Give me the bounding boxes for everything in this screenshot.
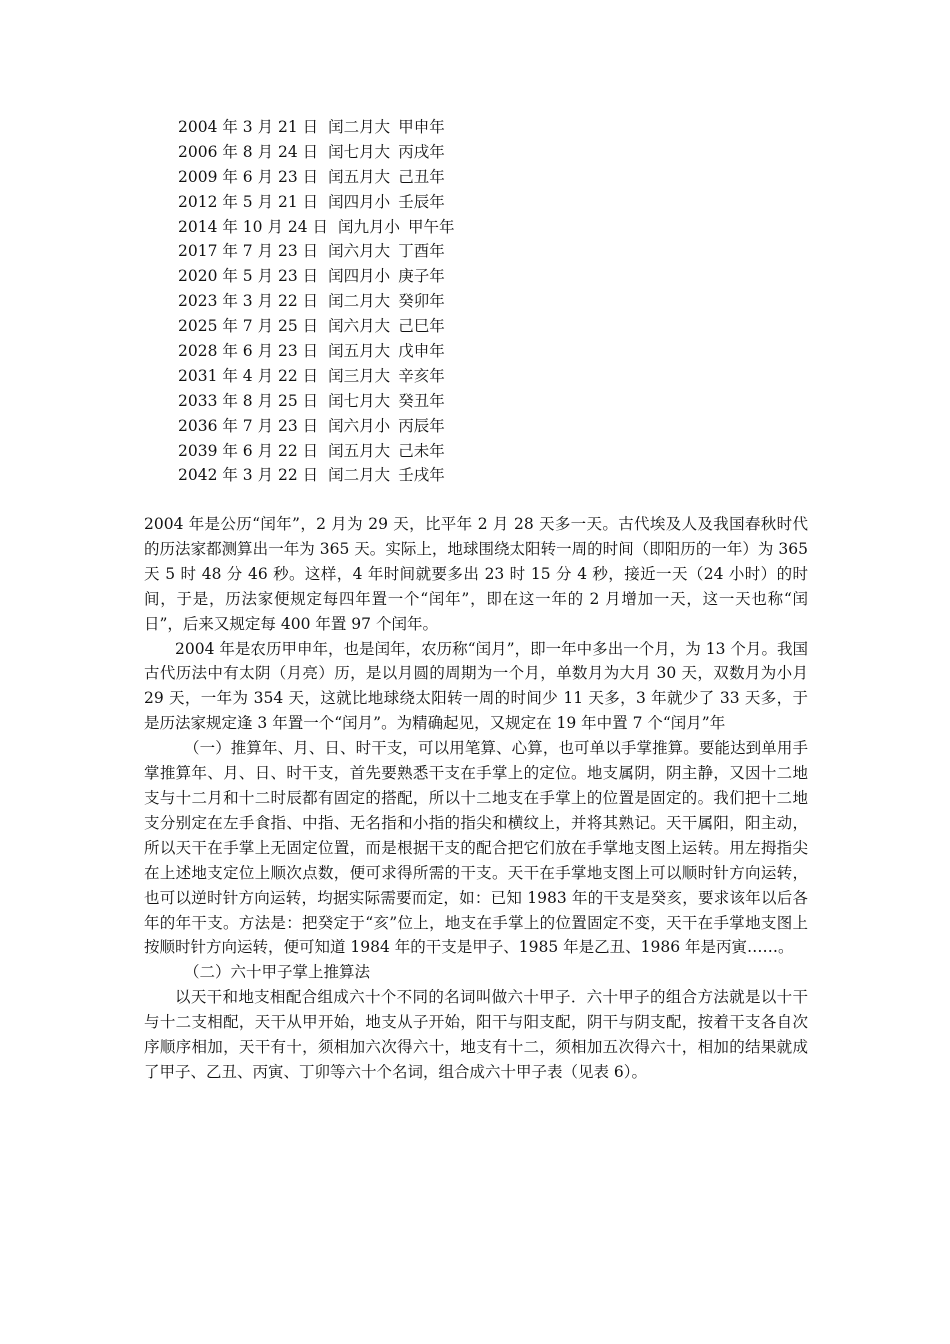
leap-date: 2020 年 5 月 23 日 (178, 267, 319, 286)
body-text (144, 512, 808, 1085)
leap-month: 闰二月大 (328, 118, 391, 136)
leap-month: 闰四月小 (328, 267, 391, 286)
section-heading-sixty-jiazi: （二）六十甲子掌上推算法 (184, 963, 371, 982)
paragraph-lunar-leap-month: 2004 年是农历甲申年，也是闰年，农历称“闰月”，即一年中多出一个月，为 13 个月。我国古代历法中有太阴（月亮）历，是以月圆的周期为一个月，单数月为大月 30 天，双数月为小月 29 天，一年为 354 天，这就比地球绕太阳转一周的时间少 11 天多，3 年就少了 33 天多，于是历法家规定逢 3 年置一个“闰月”。为精确起见，又规定在 19 年中置 7 个“闰月”年 (144, 639, 808, 733)
leap-month: 闰二月大 (328, 292, 391, 311)
leap-month: 闰二月大 (328, 466, 391, 485)
leap-date: 2033 年 8 月 25 日 (178, 391, 319, 410)
leap-date: 2025 年 7 月 25 日 (178, 317, 319, 336)
leap-month: 闰九月小 (338, 217, 401, 236)
leap-month-row (178, 463, 455, 488)
ganzhi-year: 己丑年 (398, 167, 445, 186)
leap-date: 2004 年 3 月 21 日 (178, 118, 319, 136)
ganzhi-year: 丙辰年 (398, 416, 445, 435)
ganzhi-year: 丁酉年 (398, 242, 445, 261)
leap-month-row (178, 190, 455, 215)
ganzhi-year: 丙戌年 (398, 142, 445, 161)
ganzhi-year: 甲午年 (408, 217, 455, 236)
leap-date: 2017 年 7 月 23 日 (178, 242, 319, 261)
leap-month-row (178, 264, 455, 289)
leap-month-row (178, 414, 455, 439)
leap-month: 闰三月大 (328, 366, 391, 385)
leap-month-row (178, 165, 455, 190)
paragraph-gregorian-leap-year: 2004 年是公历“闰年”，2 月为 29 天，比平年 2 月 28 天多一天。古代埃及人及我国春秋时代的历法家都测算出一年为 365 天。实际上，地球围绕太阳转一周的时间（即阳历的一年）为 365 天 5 时 48 分 46 秒。这样，4 年时间就要多出 23 时 15 分 4 秒，接近一天（24 小时）的时间，于是，历法家便规定每四年置一个“闰年”，即在这一年的 2 月增加一天，这一天也称“闰日”，后来又规定每 400 年置 97 个闰年。 (144, 515, 808, 633)
leap-month: 闰四月小 (328, 192, 391, 211)
leap-date: 2036 年 7 月 23 日 (178, 416, 319, 435)
leap-date: 2039 年 6 月 22 日 (178, 441, 319, 460)
leap-month-row (178, 289, 455, 314)
ganzhi-year: 壬戌年 (398, 466, 445, 485)
ganzhi-year: 庚子年 (398, 267, 445, 286)
leap-month-list (178, 115, 455, 488)
leap-date: 2023 年 3 月 22 日 (178, 292, 319, 311)
leap-date: 2009 年 6 月 23 日 (178, 167, 319, 186)
leap-month: 闰六月大 (328, 242, 391, 261)
leap-month: 闰六月大 (328, 317, 391, 336)
leap-month-row (178, 115, 455, 140)
ganzhi-year: 癸卯年 (398, 292, 445, 311)
ganzhi-year: 己巳年 (398, 317, 445, 336)
leap-date: 2012 年 5 月 21 日 (178, 192, 319, 211)
ganzhi-year: 甲申年 (398, 118, 445, 136)
leap-month-row (178, 389, 455, 414)
leap-date: 2014 年 10 月 24 日 (178, 217, 329, 236)
leap-month-row (178, 439, 455, 464)
leap-month-row (178, 339, 455, 364)
ganzhi-year: 己未年 (398, 441, 445, 460)
leap-month: 闰六月小 (328, 416, 391, 435)
leap-month: 闰五月大 (328, 342, 391, 361)
leap-month-row (178, 314, 455, 339)
paragraph-sixty-jiazi: 以天干和地支相配合组成六十个不同的名词叫做六十甲子．六十甲子的组合方法就是以十干与十二支相配，天干从甲开始，地支从子开始，阳干与阳支配，阴干与阴支配，按着干支各自次序顺序相加，天干有十，须相加六次得六十，地支有十二，须相加五次得六十，相加的结果就成了甲子、乙丑、丙寅、丁卯等六十个名词，组合成六十甲子表（见表 6）。 (144, 988, 808, 1081)
leap-month: 闰七月大 (328, 142, 391, 161)
leap-date: 2028 年 6 月 23 日 (178, 342, 319, 361)
ganzhi-year: 辛亥年 (398, 366, 445, 385)
ganzhi-year: 癸丑年 (398, 391, 445, 410)
ganzhi-year: 戊申年 (398, 342, 445, 361)
leap-month-row (178, 239, 455, 264)
leap-month-row (178, 140, 455, 165)
leap-month-row (178, 364, 455, 389)
leap-month-row (178, 215, 455, 240)
leap-month: 闰五月大 (328, 167, 391, 186)
leap-month: 闰七月大 (328, 391, 391, 410)
ganzhi-year: 壬辰年 (398, 192, 445, 211)
leap-date: 2006 年 8 月 24 日 (178, 142, 319, 161)
paragraph-palm-calculation: （一）推算年、月、日、时干支，可以用笔算、心算，也可单以手掌推算。要能达到单用手掌推算年、月、日、时干支，首先要熟悉干支在手掌上的定位。地支属阴，阴主静，又因十二地支与十二月和十二时辰都有固定的搭配，所以十二地支在手掌上的位置是固定的。我们把十二地支分别定在左手食指、中指、无名指和小指的指尖和横纹上，并将其熟记。天干属阳，阳主动，所以天干在手掌上无固定位置，而是根据干支的配合把它们放在手掌地支图上运转。用左拇指尖在上述地支定位上顺次点数，便可求得所需的干支。天干在手掌地支图上可以顺时针方向运转，也可以逆时针方向运转，均据实际需要而定，如：已知 1983 年的干支是癸亥，要求该年以后各年的年干支。方法是：把癸定于“亥”位上，地支在手掌上的位置固定不变，天干在手掌地支图上按顺时针方向运转，便可知道 1984 年的干支是甲子、1985 年是乙丑、1986 年是丙寅……。 (144, 739, 808, 957)
leap-date: 2031 年 4 月 22 日 (178, 366, 319, 385)
leap-date: 2042 年 3 月 22 日 (178, 466, 319, 485)
leap-month: 闰五月大 (328, 441, 391, 460)
